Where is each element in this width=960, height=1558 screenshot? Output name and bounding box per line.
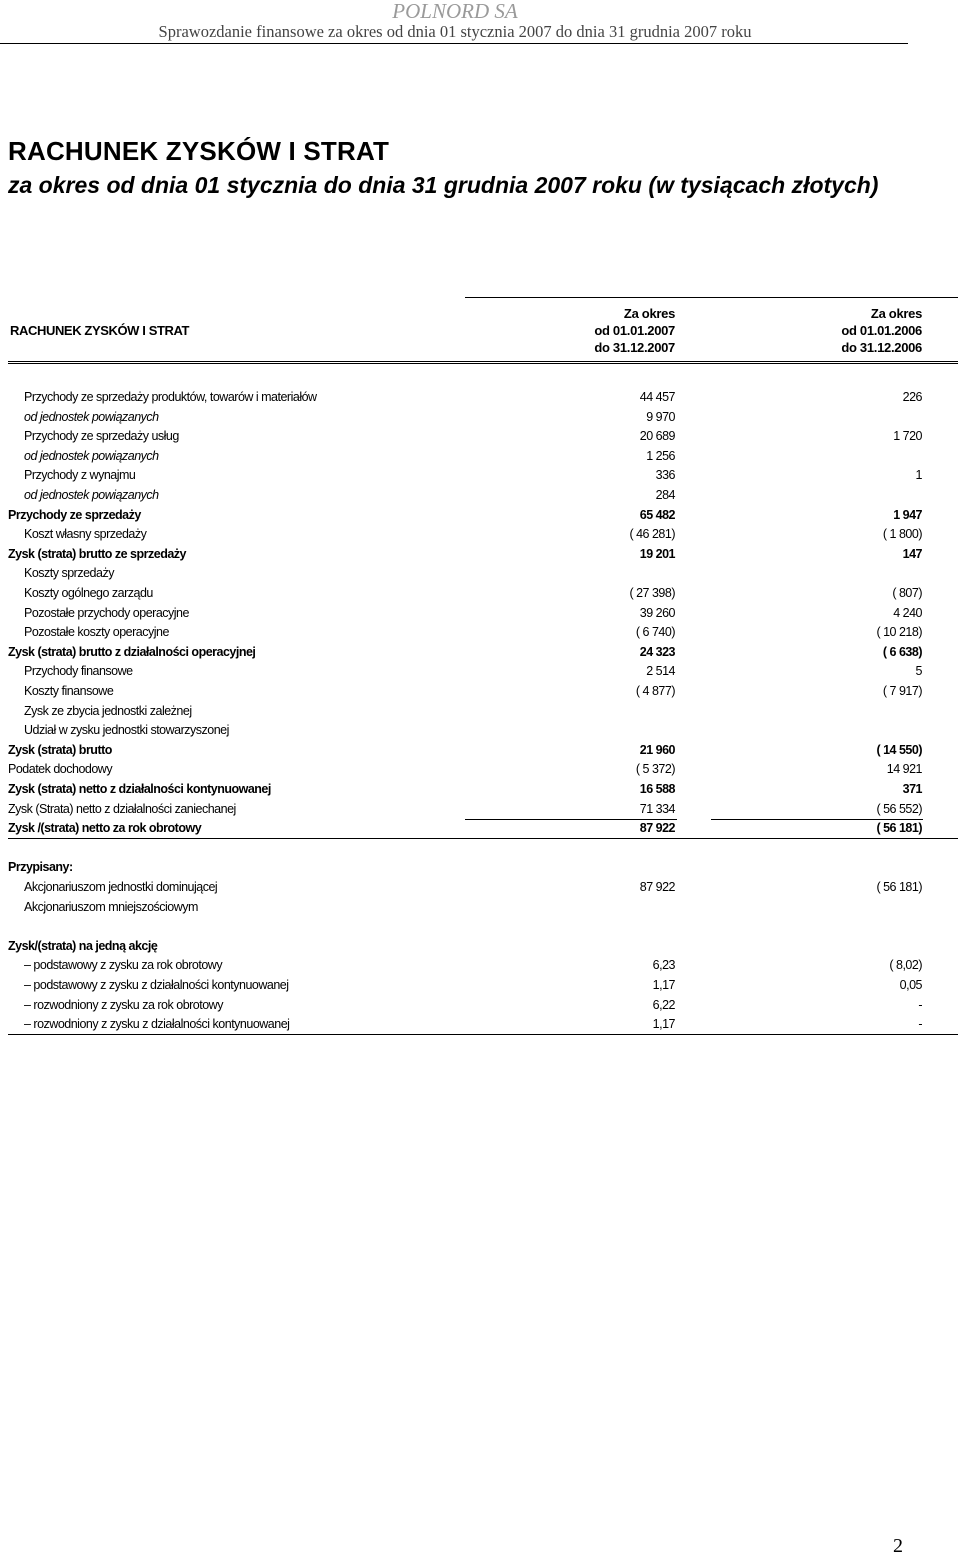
row-label: Zysk /(strata) netto za rok obrotowy <box>8 821 202 836</box>
row-label: Przychody ze sprzedaży produktów, towarów i materiałów <box>24 390 317 404</box>
table-row <box>0 976 960 996</box>
row-value-2007: 44 457 <box>639 390 675 404</box>
row-value-2006: 4 240 <box>893 605 922 620</box>
page-title: RACHUNEK ZYSKÓW I STRAT <box>8 136 390 166</box>
total-rule <box>465 819 677 820</box>
row-value-2007: 6,23 <box>652 958 675 973</box>
page-number: 2 <box>893 1535 903 1557</box>
row-label: Zysk ze zbycia jednostki zależnej <box>24 703 192 718</box>
row-label: Zysk (Strata) netto z działalności zaniechanej <box>8 801 236 816</box>
row-label: od jednostek powiązanych <box>24 448 159 463</box>
row-value-2006: ( 56 181) <box>876 880 922 894</box>
row-label: Pozostałe przychody operacyjne <box>24 605 189 620</box>
row-value-2007: 284 <box>655 488 675 502</box>
total-bottom-rule <box>8 838 958 839</box>
row-label: od jednostek powiązanych <box>24 488 159 502</box>
table-row <box>0 525 960 545</box>
row-value-2007: 2 514 <box>646 664 675 679</box>
table-row <box>0 800 960 820</box>
row-label: Zysk (strata) brutto ze sprzedaży <box>8 546 186 561</box>
column-header-2006 <box>841 305 922 356</box>
row-value-2007: 71 334 <box>639 801 675 816</box>
row-value-2006: 226 <box>902 390 922 404</box>
row-value-2007: ( 46 281) <box>629 527 675 542</box>
table-row <box>0 898 960 918</box>
row-value-2006: ( 6 638) <box>882 644 922 659</box>
row-value-2006: 1 720 <box>893 429 922 444</box>
row-value-2006: 14 921 <box>886 762 922 777</box>
row-label: Przychody finansowe <box>24 664 133 679</box>
table-header-rule <box>8 361 958 362</box>
table-row <box>0 466 960 486</box>
row-label: Koszt własny sprzedaży <box>24 527 147 542</box>
page-subtitle: za okres od dnia 01 stycznia do dnia 31 grudnia 2007 roku (w tysiącach złotych) <box>8 172 879 198</box>
row-label: – rozwodniony z zysku za rok obrotowy <box>24 997 223 1012</box>
table-row <box>0 604 960 624</box>
column-header-line: do 31.12.2006 <box>841 340 922 355</box>
table-row <box>0 427 960 447</box>
row-value-2006: ( 56 552) <box>876 801 922 816</box>
column-header-2007 <box>594 305 675 356</box>
row-value-2007: 1,17 <box>652 1017 675 1032</box>
row-label: Akcjonariuszom mniejszościowym <box>24 899 198 914</box>
table-row <box>0 917 960 937</box>
row-value-2006: 147 <box>902 546 922 561</box>
row-value-2007: 87 922 <box>639 821 675 836</box>
row-value-2006: ( 8,02) <box>889 958 922 973</box>
table-row <box>0 564 960 584</box>
table-row <box>0 760 960 780</box>
row-label: Akcjonariuszom jednostki dominującej <box>24 880 218 894</box>
row-value-2006: ( 56 181) <box>876 821 922 836</box>
table-row <box>0 388 960 408</box>
row-value-2006: ( 10 218) <box>876 625 922 640</box>
row-value-2006: 5 <box>915 664 922 679</box>
header-divider <box>0 43 908 44</box>
row-label: Koszty ogólnego zarządu <box>24 586 153 600</box>
row-value-2007: 87 922 <box>639 880 675 894</box>
row-value-2006: 1 <box>915 468 922 483</box>
row-value-2007: 1,17 <box>652 978 675 992</box>
row-label: Zysk (strata) netto z działalności kontynuowanej <box>8 782 271 796</box>
table-row <box>0 780 960 800</box>
table-end-rule <box>8 1034 958 1035</box>
row-value-2007: 39 260 <box>639 605 675 620</box>
row-value-2007: 6,22 <box>652 997 675 1012</box>
table-row <box>0 878 960 898</box>
table-row <box>0 662 960 682</box>
row-value-2007: ( 27 398) <box>629 586 675 600</box>
row-value-2007: 19 201 <box>639 546 675 561</box>
table-row <box>0 741 960 761</box>
row-label: od jednostek powiązanych <box>24 409 159 424</box>
table-header-rule <box>8 363 958 364</box>
row-label: Przypisany: <box>8 860 73 875</box>
report-subtitle: Sprawozdanie finansowe za okres od dnia 01 stycznia 2007 do dnia 31 grudnia 2007 roku <box>158 22 752 41</box>
row-label: Zysk/(strata) na jedną akcję <box>8 938 158 953</box>
column-header-line: Za okres <box>870 306 922 321</box>
row-value-2006: - <box>918 997 922 1012</box>
table-row <box>0 447 960 467</box>
row-value-2007: ( 4 877) <box>635 684 675 698</box>
row-value-2006: 1 947 <box>893 507 922 522</box>
column-header-line: od 01.01.2006 <box>841 323 922 338</box>
row-label: Pozostałe koszty operacyjne <box>24 625 169 640</box>
table-row <box>0 721 960 741</box>
row-value-2007: 24 323 <box>639 644 675 659</box>
row-label: Przychody ze sprzedaży usług <box>24 429 179 444</box>
table-row <box>0 623 960 643</box>
row-value-2006: ( 14 550) <box>876 742 922 757</box>
table-row <box>0 584 960 604</box>
column-header-line: do 31.12.2007 <box>594 340 675 355</box>
row-value-2006: ( 807) <box>892 586 922 600</box>
table-row <box>0 996 960 1016</box>
table-row <box>0 1015 960 1035</box>
row-value-2007: ( 5 372) <box>635 762 675 777</box>
row-value-2007: ( 6 740) <box>635 625 675 640</box>
table-row <box>0 702 960 722</box>
row-label: – podstawowy z zysku z działalności kontynuowanej <box>24 978 289 992</box>
row-value-2007: 16 588 <box>639 782 675 796</box>
row-value-2006: ( 7 917) <box>882 684 922 698</box>
table-row <box>0 408 960 428</box>
table-row <box>0 506 960 526</box>
row-label: Zysk (strata) brutto z działalności operacyjnej <box>8 644 256 659</box>
row-label: – podstawowy z zysku za rok obrotowy <box>24 958 223 973</box>
row-value-2007: 21 960 <box>639 742 675 757</box>
row-label: Zysk (strata) brutto <box>8 742 112 757</box>
table-row <box>0 545 960 565</box>
row-value-2007: 336 <box>655 468 675 483</box>
row-label: Przychody z wynajmu <box>24 468 136 483</box>
row-value-2007: 9 970 <box>646 409 675 424</box>
table-row <box>0 643 960 663</box>
table-header-label: RACHUNEK ZYSKÓW I STRAT <box>10 323 190 338</box>
row-label: Koszty finansowe <box>24 684 114 698</box>
column-header-line: od 01.01.2007 <box>594 323 675 338</box>
row-value-2007: 65 482 <box>639 507 675 522</box>
row-value-2006: - <box>918 1017 922 1032</box>
table-row <box>0 858 960 878</box>
column-header-line: Za okres <box>623 306 675 321</box>
row-value-2007: 1 256 <box>646 448 675 463</box>
table-row <box>0 682 960 702</box>
row-label: Przychody ze sprzedaży <box>8 507 141 522</box>
table-row <box>0 819 960 839</box>
row-label: – rozwodniony z zysku z działalności kontynuowanej <box>24 1017 290 1032</box>
table-row <box>0 486 960 506</box>
row-label: Udział w zysku jednostki stowarzyszonej <box>24 723 229 738</box>
row-value-2007: 20 689 <box>639 429 675 444</box>
table-top-rule <box>465 297 958 298</box>
row-value-2006: ( 1 800) <box>882 527 922 542</box>
company-name: POLNORD SA <box>392 0 518 23</box>
table-row <box>0 937 960 957</box>
row-label: Podatek dochodowy <box>8 762 113 777</box>
row-label: Koszty sprzedaży <box>24 566 114 581</box>
table-row <box>0 839 960 859</box>
row-value-2006: 371 <box>902 782 922 796</box>
total-rule <box>711 819 923 820</box>
row-value-2006: 0,05 <box>899 978 922 992</box>
table-row <box>0 956 960 976</box>
